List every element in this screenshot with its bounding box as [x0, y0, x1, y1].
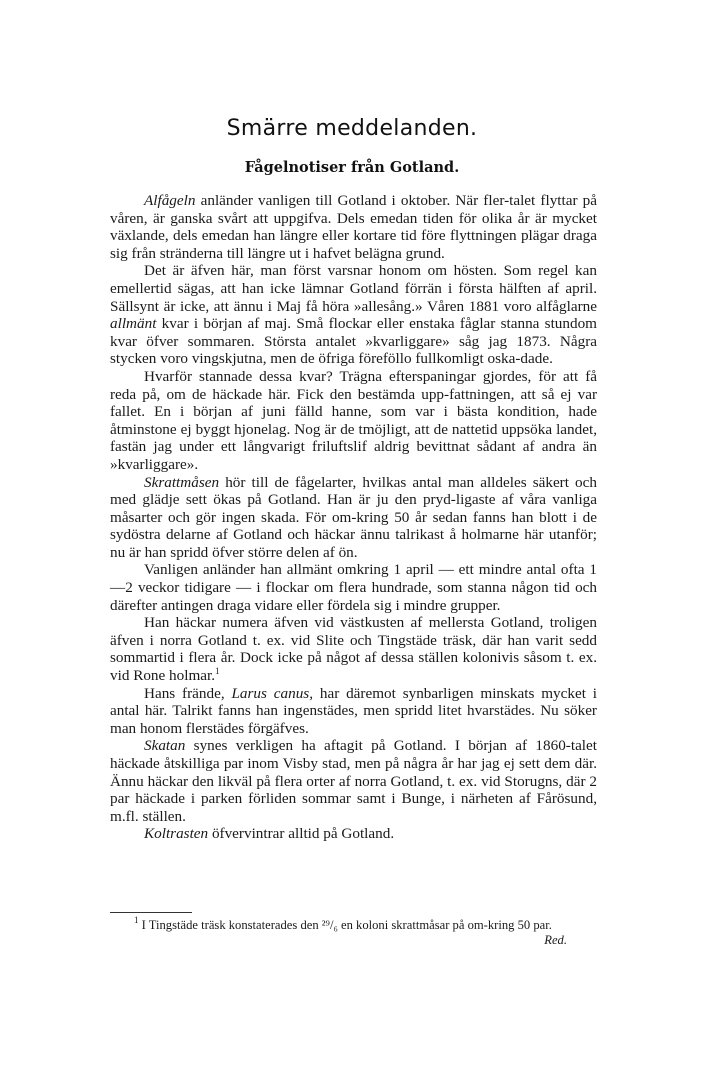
- paragraph-text: öfvervintrar alltid på Gotland.: [208, 825, 395, 843]
- footnote-divider: [110, 912, 192, 913]
- footnote-text: [110, 915, 597, 947]
- article-title: Fågelnotiser från Gotland.: [244, 159, 460, 176]
- paragraph-breeding: [110, 614, 597, 684]
- paragraph-text: Hvarför stannade dessa kvar? Trägna efterspaningar gjordes, för att få reda på, om de häckade här. Fick den bestämda upp-fattningen, att så ej var fallet. En i början af juni fälld hanne, som var i bästa kondition, hade åtminstone ej byggt hjonelag. Nog är de tmöjligt, att de nattetid uppsöka landet, fastän jag under ett långvarigt friluftslif aldrig bevittnat sådant af andra än »kvarliggare».: [110, 367, 597, 473]
- paragraph-text: har däremot synbarligen minskats mycket i antal här. Talrikt fanns han ingenstädes, men spridd litet hvarstädes. Nu söker man honom flerstädes förgäfves.: [110, 684, 598, 737]
- paragraph-text: anländer vanligen till Gotland i oktober. När fler-talet flyttar på våren, är ganska svårt att uppgifva. Dels emedan tiden för olika år är mycket växlande, dels emedan han längre eller kortare tid före flyttningen plägar draga sig från stränderna till längre ut i hafvet belägna grund.: [110, 192, 597, 262]
- footnote-signature: Red.: [544, 933, 567, 947]
- paragraph-why-stay: [110, 368, 597, 474]
- article-body: [110, 192, 597, 843]
- species-name: Skatan: [144, 737, 186, 755]
- footnote: [110, 915, 597, 948]
- emphasis-text: allmänt: [110, 315, 157, 333]
- species-name: Koltrasten: [144, 825, 209, 843]
- paragraph-arrival: [110, 561, 597, 614]
- paragraph-text: Hans frände,: [144, 684, 232, 702]
- paragraph-text: Han häckar numera äfven vid västkusten af mellersta Gotland, troligen äfven i norra Gotland t. ex. vid Slite och Tingstäde träsk, där han varit sedd sommartid i flera år. Dock icke på något af dessa ställen kolonivis såsom t. ex. vid Rone holmar.: [110, 614, 597, 685]
- species-name: Alfågeln: [144, 192, 196, 209]
- paragraph-autumn: [110, 262, 597, 368]
- section-heading: Smärre meddelanden.: [226, 116, 478, 141]
- paragraph-text: hör till de fågelarter, hvilkas antal man alldeles säkert och med glädje sett ökas på Gotland. Han är ju den pryd-ligaste af våra vanliga måsarter och gör ingen skada. För om-kring 50 år sedan fanns han blott i de sydöstra delarne af Gotland och häckar ännu talrikast å holmarne här utanför; nu är han spridd öfver större delen af ön.: [110, 473, 597, 561]
- paragraph-text: Det är äfven här, man först varsnar honom om hösten. Som regel kan emellertid sägas, att han icke lämnar Gotland förrän i första hälften af april. Sällsynt är icke, att ännu i Maj få höra »allesång.» Våren 1881 voro alfåglarne: [110, 262, 597, 315]
- footnote-body: I Tingstäde träsk konstaterades den ²⁹/₆ en koloni skrattmåsar på om-kring 50 par.: [138, 918, 552, 932]
- footnote-reference: 1: [215, 666, 220, 677]
- paragraph-skrattmasen: [110, 474, 597, 562]
- paragraph-text: Vanligen anländer han allmänt omkring 1 april — ett mindre antal ofta 1—2 veckor tidigare — i flockar om flera hundrade, som stanna någon tid och därefter antingen draga vidare eller fördela sig i mindre grupper.: [110, 561, 597, 614]
- paragraph-text: synes verkligen ha aftagit på Gotland. I början af 1860-talet häckade åtskilliga par inom Visby stad, men på några år har jag ej sett dem där. Ännu häckar den likväl på flera orter af norra Gotland, t. ex. vid Storugns, där 2 par häckade i parken förliden sommar samt i Bunge, i närheten af Fårösund, m.fl. ställen.: [110, 737, 597, 825]
- species-name: Skrattmåsen: [144, 473, 220, 491]
- paragraph-skatan: [110, 737, 597, 825]
- footnote-mark: 1: [134, 915, 139, 925]
- paragraph-alfageln: [110, 192, 597, 262]
- species-name: Larus canus,: [231, 684, 314, 702]
- paragraph-koltrasten: [110, 825, 597, 843]
- paragraph-larus-canus: [110, 685, 597, 738]
- paragraph-text: kvar i början af maj. Små flockar eller enstaka fåglar stanna stundom kvar öfver sommaren. Största antalet »kvarliggare» såg jag 1873. Några stycken voro vingskjutna, men de öfriga föreföllo fullkomligt oska-dade.: [110, 315, 597, 368]
